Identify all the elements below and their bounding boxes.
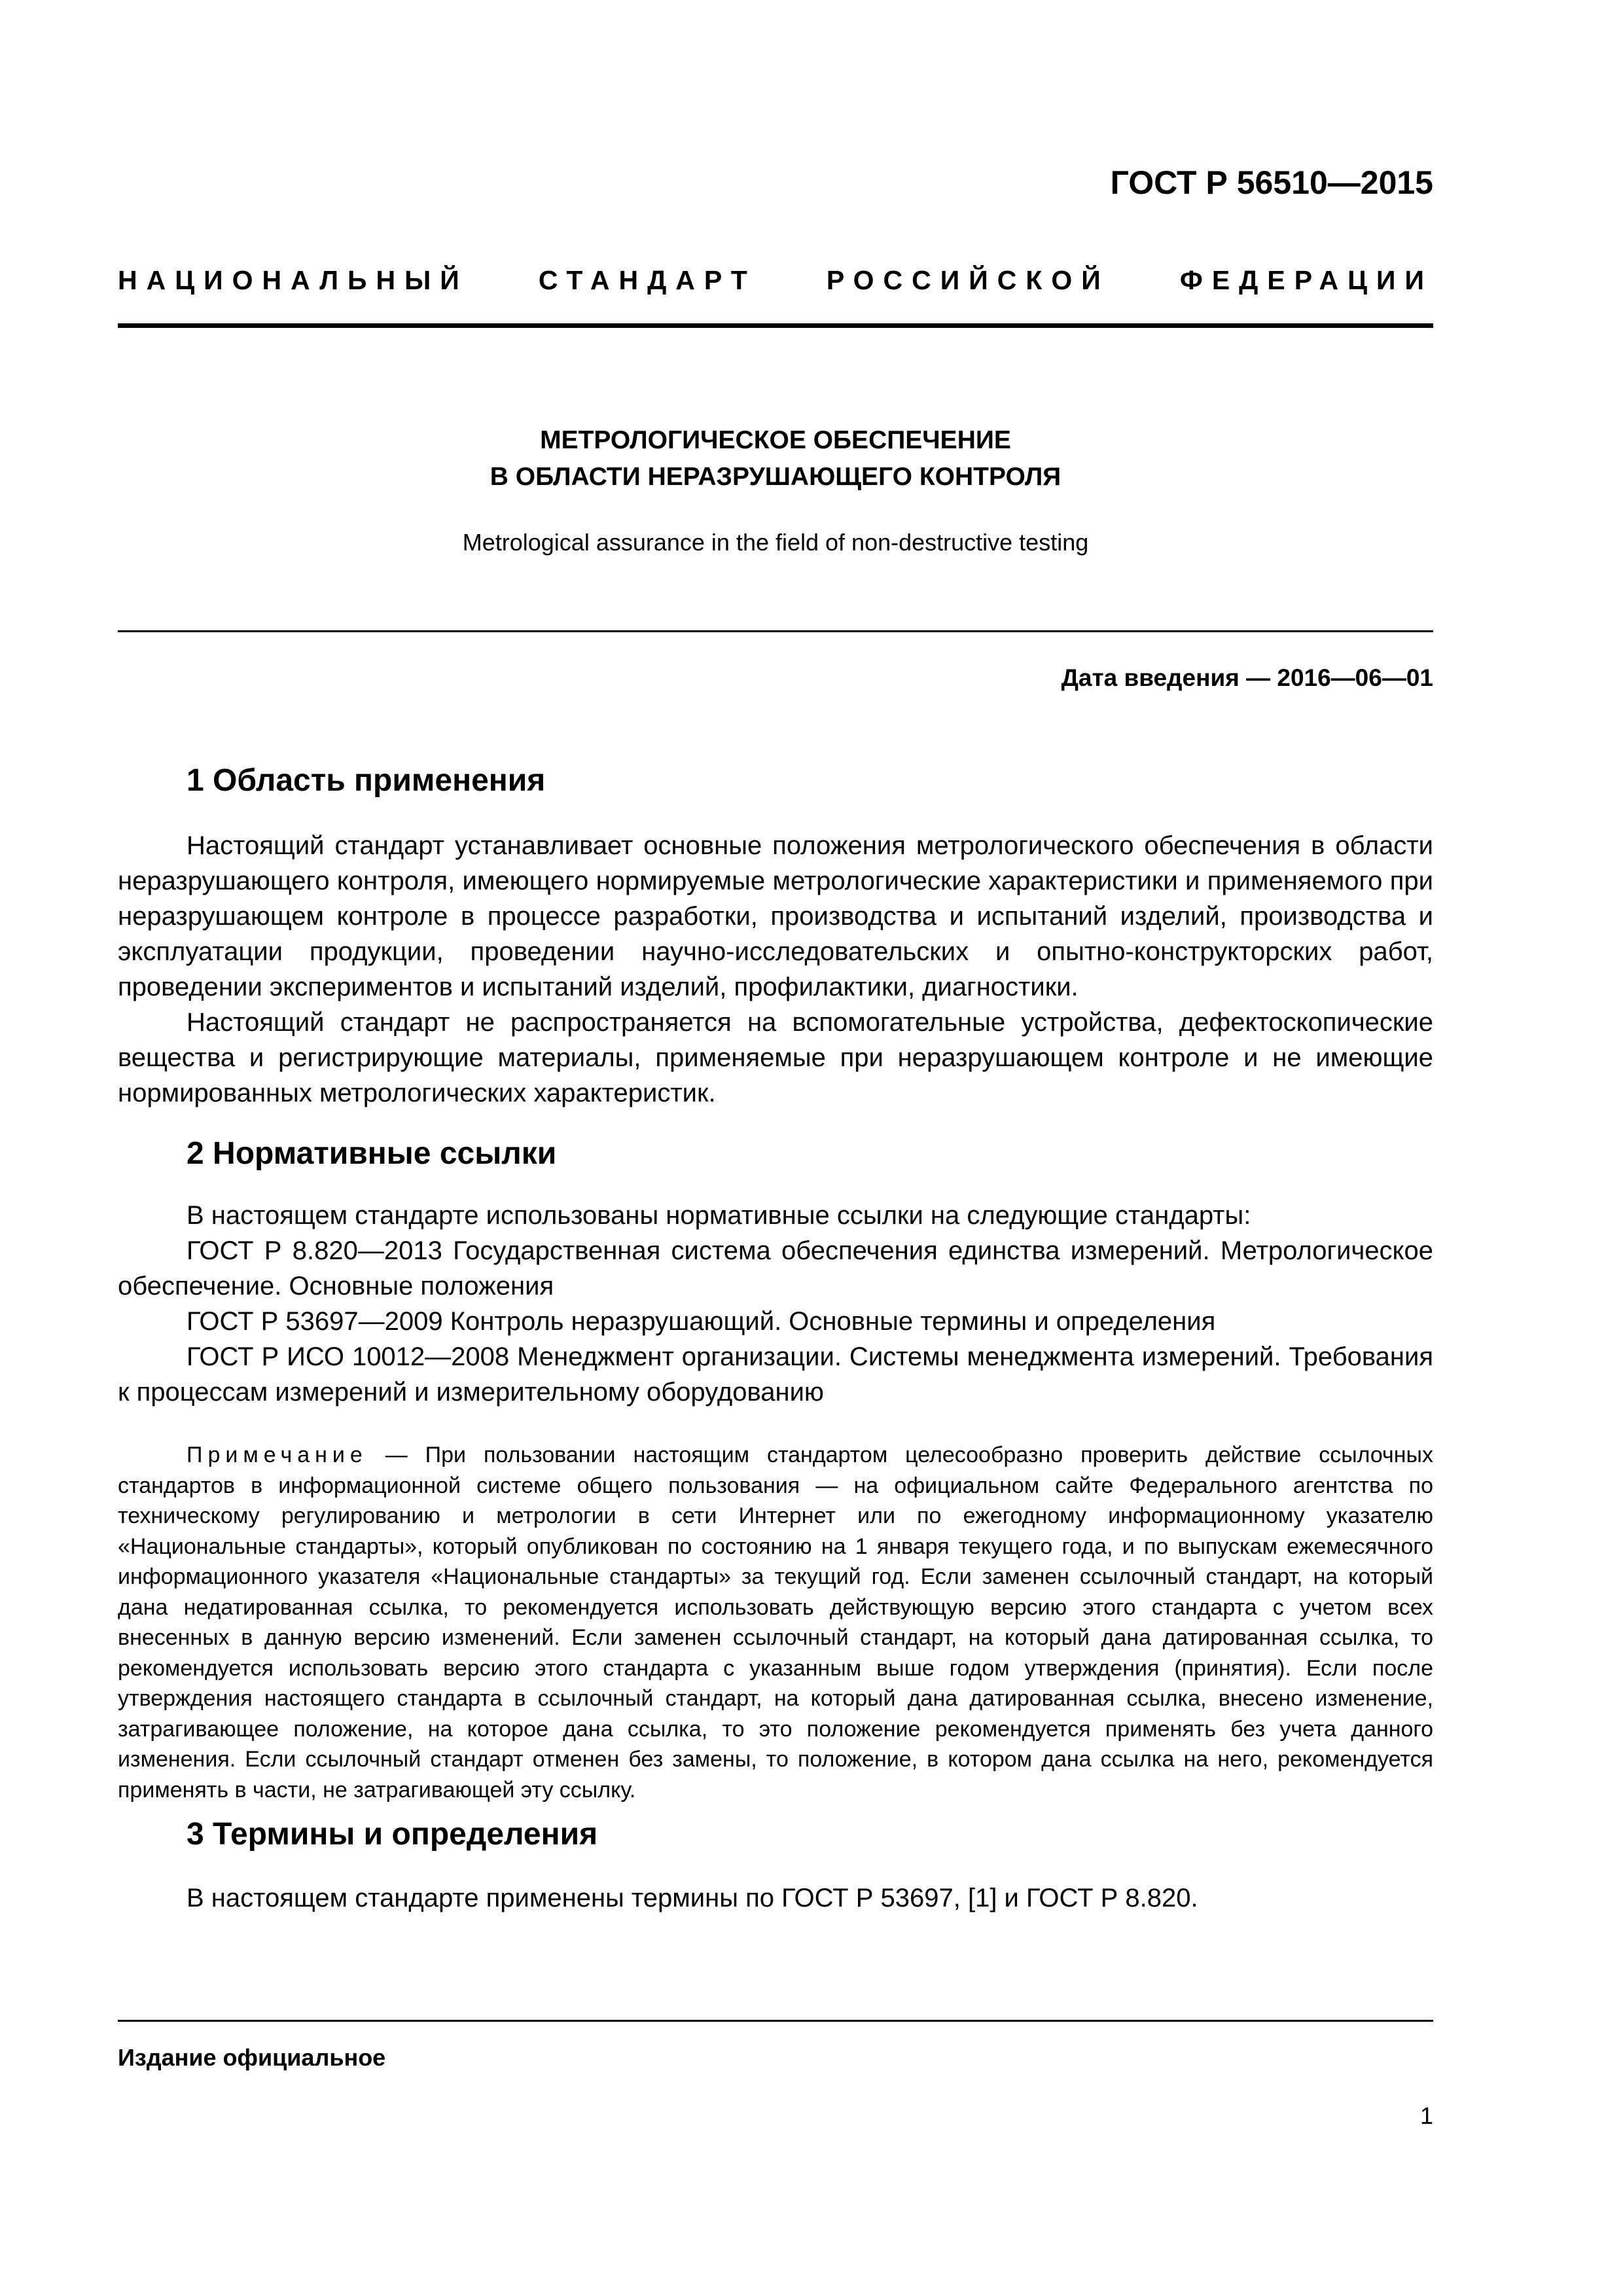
document-title <box>118 422 1433 495</box>
section-heading: 1 Область применения <box>187 763 546 798</box>
title-line: В ОБЛАСТИ НЕРАЗРУШАЮЩЕГО КОНТРОЛЯ <box>490 463 1061 491</box>
reference-entry: ГОСТ Р 53697—2009 Контроль неразрушающий. Основные термины и определения <box>187 1307 1216 1336</box>
banner-word: РОССИЙСКОЙ <box>826 265 1110 295</box>
banner-word: СТАНДАРТ <box>538 265 757 295</box>
reference-entry: ГОСТ Р ИСО 10012—2008 Менеджмент организации. Системы менеджмента измерений. Требования к процессам измерений и измерительному оборудованию <box>118 1342 1433 1407</box>
footer-divider <box>118 2020 1433 2022</box>
national-standard-banner <box>118 265 1433 296</box>
reference-entry: ГОСТ Р 8.820—2013 Государственная система обеспечения единства измерений. Метрологическое обеспечение. Основные положения <box>118 1236 1433 1300</box>
section-heading: 2 Нормативные ссылки <box>187 1136 557 1171</box>
header-divider <box>118 323 1433 328</box>
banner-word: ФЕДЕРАЦИИ <box>1179 265 1433 295</box>
note-label: Примечание <box>187 1443 368 1467</box>
edition-label: Издание официальное <box>118 2044 386 2071</box>
section-body <box>118 828 1433 1111</box>
paragraph: Настоящий стандарт не распространяется на вспомогательные устройства, дефектоскопические вещества и регистрирующие материалы, применяемые при неразрушающем контроле и не имеющие нормированных метрологических характеристик. <box>118 1008 1433 1107</box>
title-line: МЕТРОЛОГИЧЕСКОЕ ОБЕСПЕЧЕНИЕ <box>540 426 1011 454</box>
paragraph: Настоящий стандарт устанавливает основные положения метрологического обеспечения в области неразрушающего контроля, имеющего нормируемые метрологические характеристики и применяемого при неразрушающем контроле в процессе разработки, производства и испытаний изделий, производства и эксплуатации продукции, проведении научно-исследовательских и опытно-конструкторских работ, проведении экспериментов и испытаний изделий, профилактики, диагностики. <box>118 831 1433 1001</box>
paragraph: В настоящем стандарте применены термины по ГОСТ Р 53697, [1] и ГОСТ Р 8.820. <box>187 1884 1198 1912</box>
paragraph: В настоящем стандарте использованы нормативные ссылки на следующие стандарты: <box>187 1201 1251 1230</box>
section-body <box>118 1198 1433 1410</box>
note-block <box>118 1440 1433 1805</box>
banner-word: НАЦИОНАЛЬНЫЙ <box>118 265 469 295</box>
note-text: — При пользовании настоящим стандартом целесообразно проверить действие ссылочных стандартов в информационной системе общего пользования — на официальном сайте Федерального агентства по техническому регулированию и метрологии в сети Интернет или по ежегодному информационному указателю «Национальные стандарты», который опубликован по состоянию на 1 января текущего года, и по выпускам ежемесячного информационного указателя «Национальные стандарты» за текущий год. Если заменен ссылочный стандарт, на который дана недатированная ссылка, то рекомендуется использовать действующую версию этого стандарта с учетом всех внесенных в данную версию изменений. Если заменен ссылочный стандарт, на который дана датированная ссылка, то рекомендуется использовать версию этого стандарта с указанным выше годом утверждения (принятия). Если после утверждения настоящего стандарта в ссылочный стандарт, на который дана датированная ссылка, внесено изменение, затрагивающее положение, на которое дана ссылка, то это положение рекомендуется применять без учета данного изменения. Если ссылочный стандарт отменен без замены, то положение, в котором дана ссылка на него, рекомендуется применять в части, не затрагивающей эту ссылку. <box>118 1443 1433 1803</box>
page-number: 1 <box>1419 2102 1433 2129</box>
introduction-date: Дата введения — 2016—06—01 <box>1061 664 1433 691</box>
section-body <box>118 1880 1433 1916</box>
title-divider <box>118 630 1433 632</box>
document-number: ГОСТ Р 56510—2015 <box>1110 164 1433 201</box>
english-title: Metrological assurance in the field of non-destructive testing <box>462 529 1089 556</box>
section-heading: 3 Термины и определения <box>187 1817 598 1852</box>
